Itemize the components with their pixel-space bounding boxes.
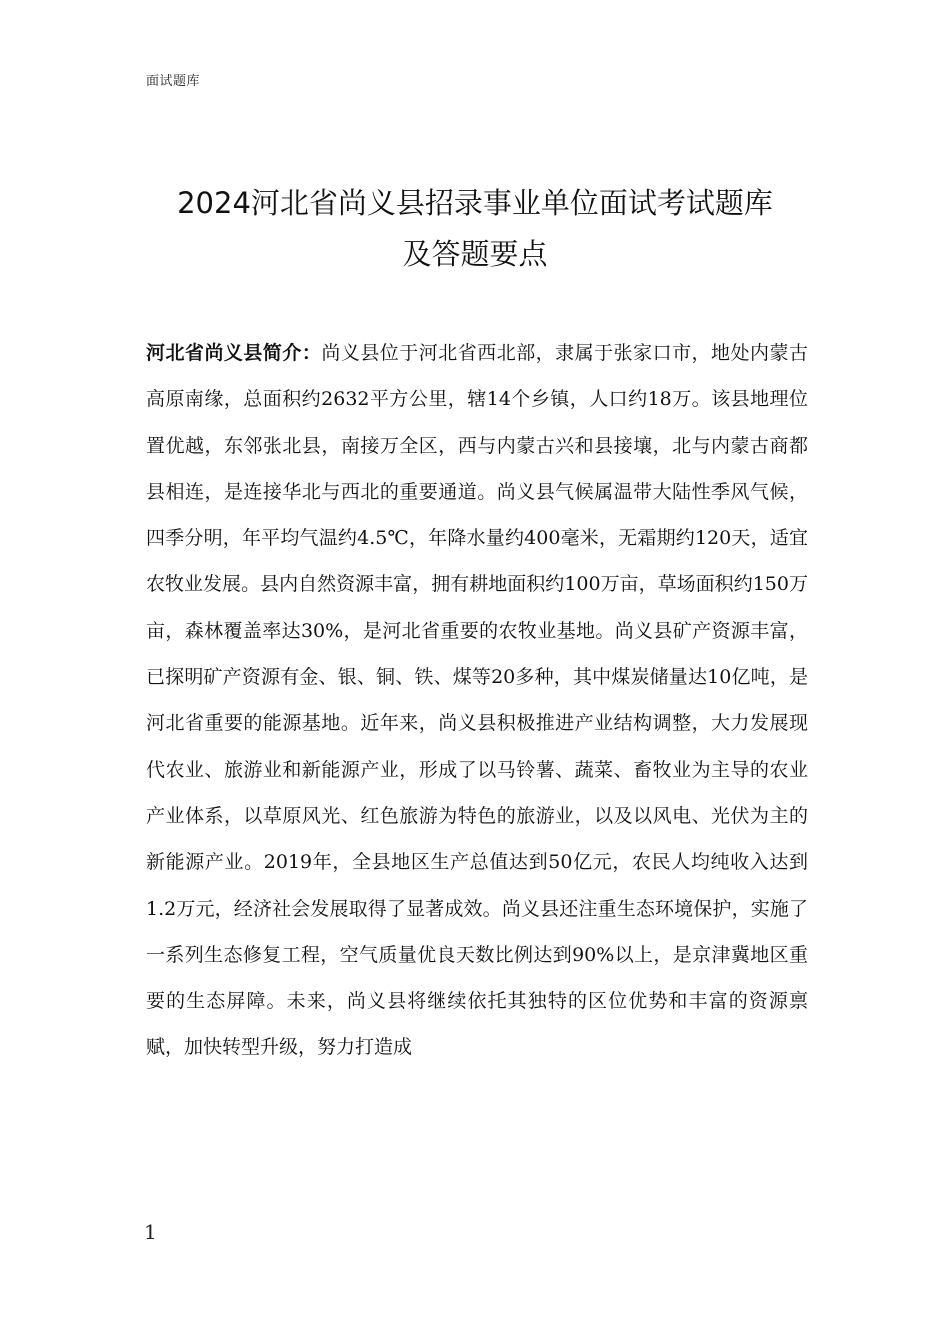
document-title-line-2: 及答题要点 bbox=[402, 237, 548, 271]
page-number: 1 bbox=[144, 1220, 157, 1244]
running-header: 面试题库 bbox=[146, 74, 201, 89]
intro-label: 河北省尚义县简介： bbox=[146, 342, 322, 364]
document-title bbox=[100, 178, 850, 280]
intro-paragraph bbox=[146, 330, 808, 1071]
document-title-line-1: 2024河北省尚义县招录事业单位面试考试题库 bbox=[177, 186, 773, 220]
intro-text: 尚义县位于河北省西北部，隶属于张家口市，地处内蒙古高原南缘，总面积约2632平方公里，辖14个乡镇，人口约18万。该县地理位置优越，东邻张北县，南接万全区，西与内蒙古兴和县接壤，北与内蒙古商都县相连，是连接华北与西北的重要通道。尚义县气候属温带大陆性季风气候，四季分明，年平均气温约4.5℃，年降水量约400毫米，无霜期约120天，适宜农牧业发展。县内自然资源丰富，拥有耕地面积约100万亩，草场面积约150万亩，森林覆盖率达30%，是河北省重要的农牧业基地。尚义县矿产资源丰富，已探明矿产资源有金、银、铜、铁、煤等20多种，其中煤炭储量达10亿吨，是河北省重要的能源基地。近年来，尚义县积极推进产业结构调整，大力发展现代农业、旅游业和新能源产业，形成了以马铃薯、蔬菜、畜牧业为主导的农业产业体系，以草原风光、红色旅游为特色的旅游业，以及以风电、光伏为主的新能源产业。2019年，全县地区生产总值达到50亿元，农民人均纯收入达到1.2万元，经济社会发展取得了显著成效。尚义县还注重生态环境保护，实施了一系列生态修复工程，空气质量优良天数比例达到90%以上，是京津冀地区重要的生态屏障。未来，尚义县将继续依托其独特的区位优势和丰富的资源禀赋，加快转型升级，努力打造成 bbox=[146, 342, 808, 1059]
